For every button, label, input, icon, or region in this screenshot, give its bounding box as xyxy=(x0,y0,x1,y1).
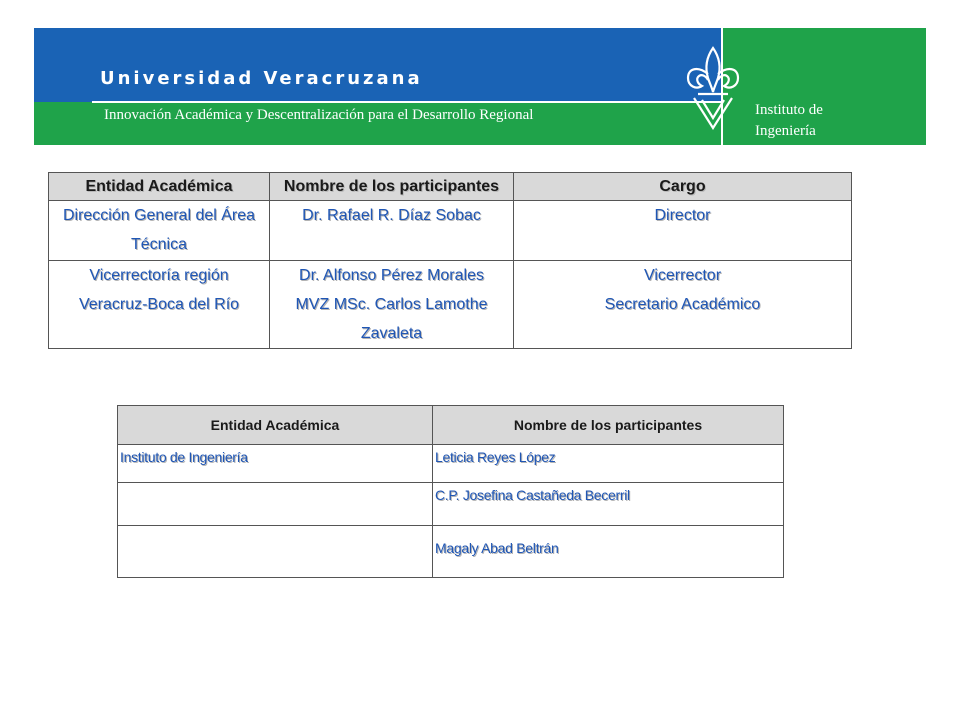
cell-line: Dr. Alfonso Pérez Morales xyxy=(299,267,484,284)
uv-flor-de-lis-logo-icon xyxy=(684,44,742,130)
table-row xyxy=(49,201,852,261)
cell-entidad xyxy=(118,483,433,526)
column-header-nombres: Nombre de los participantes xyxy=(433,406,784,445)
banner-rule xyxy=(92,101,721,103)
participants-table-2 xyxy=(117,405,784,578)
cell-line: Zavaleta xyxy=(360,325,423,342)
cell-line: Dr. Rafael R. Díaz Sobac xyxy=(302,207,481,224)
header-banner xyxy=(34,28,926,145)
institute-label-line1: Instituto de xyxy=(755,102,823,118)
column-header-nombres: Nombre de los participantes xyxy=(270,173,514,201)
cell-nombre: Magaly Abad Beltrán xyxy=(433,526,784,578)
table-header-row xyxy=(49,173,852,201)
cell-nombre: C.P. Josefina Castañeda Becerril xyxy=(433,483,784,526)
institute-label-line2: Ingeniería xyxy=(755,123,816,139)
column-header-cargo: Cargo xyxy=(514,173,852,201)
cell-line: Técnica xyxy=(130,236,188,253)
cell-line: Secretario Académico xyxy=(604,296,761,313)
banner-blue-band xyxy=(34,28,721,102)
institute-label xyxy=(755,100,865,142)
table-row xyxy=(118,526,784,578)
cell-line: MVZ MSc. Carlos Lamothe xyxy=(295,296,488,313)
participants-table-1 xyxy=(48,172,852,349)
cell-nombres xyxy=(270,261,514,349)
cell-entidad xyxy=(49,261,270,349)
column-header-entidad: Entidad Académica xyxy=(49,173,270,201)
cell-line: Dirección General del Área xyxy=(62,207,256,224)
cell-nombres xyxy=(270,201,514,261)
cell-line: Veracruz-Boca del Río xyxy=(78,296,240,313)
cell-cargo xyxy=(514,261,852,349)
cell-cargo xyxy=(514,201,852,261)
cell-entidad: Instituto de Ingeniería xyxy=(118,445,433,483)
cell-line: Vicerrector xyxy=(643,267,722,284)
table-row xyxy=(118,483,784,526)
cell-entidad xyxy=(49,201,270,261)
column-header-entidad: Entidad Académica xyxy=(118,406,433,445)
table-row xyxy=(118,445,784,483)
cell-line: Director xyxy=(654,207,711,224)
table-header-row xyxy=(118,406,784,445)
cell-line: Vicerrectoría región xyxy=(89,267,229,284)
university-name: Universidad Veracruzana xyxy=(100,68,423,89)
university-subtitle: Innovación Académica y Descentralización para el Desarrollo Regional xyxy=(104,107,534,123)
cell-entidad xyxy=(118,526,433,578)
table-row xyxy=(49,261,852,349)
cell-nombre: Leticia Reyes López xyxy=(433,445,784,483)
